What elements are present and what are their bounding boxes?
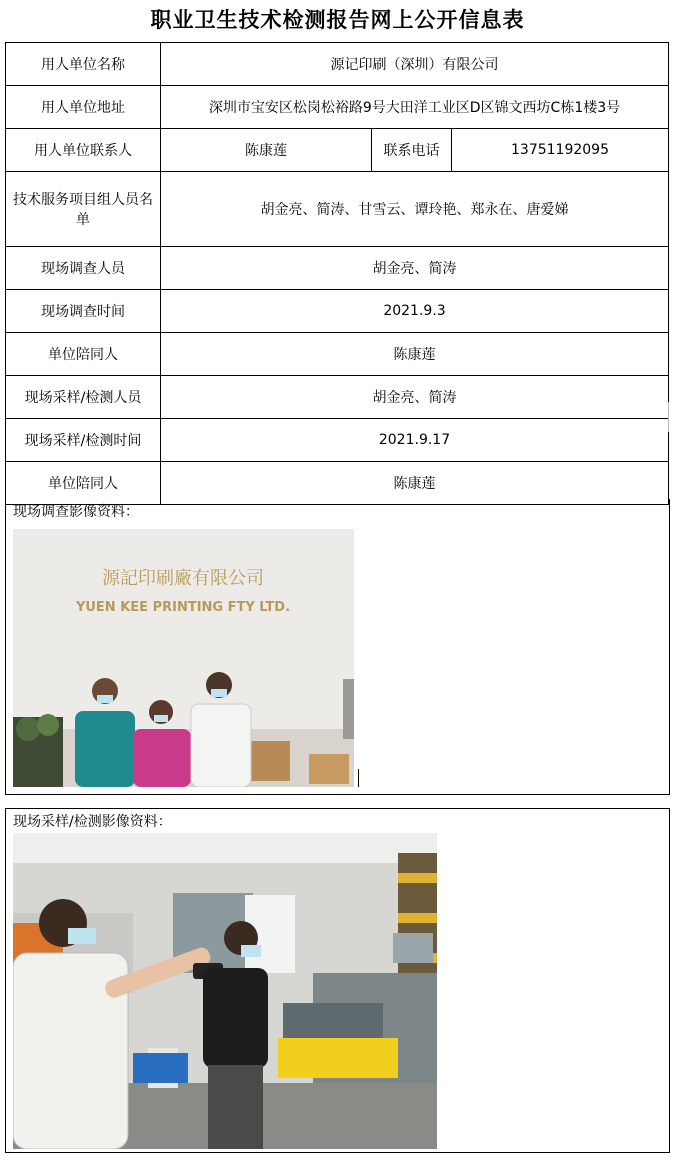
value-unit-name: 源记印刷（深圳）有限公司 <box>161 43 669 86</box>
row-unit-name <box>6 43 669 86</box>
sampling-photo <box>13 833 437 1149</box>
sign-english: YUEN KEE PRINTING FTY LTD. <box>75 600 291 615</box>
label-unit-address: 用人单位地址 <box>6 86 161 129</box>
row-survey-time <box>6 290 669 333</box>
value-sampling-staff: 胡金亮、简涛 <box>161 376 669 419</box>
value-survey-staff: 胡金亮、简涛 <box>161 247 669 290</box>
value-contact: 陈康莲 <box>161 129 372 172</box>
page-title: 职业卫生技术检测报告网上公开信息表 <box>150 7 525 32</box>
row-survey-staff <box>6 247 669 290</box>
label-phone: 联系电话 <box>372 129 452 172</box>
row-contact <box>6 129 669 172</box>
row-unit-address <box>6 86 669 129</box>
label-sampling-time: 现场采样/检测时间 <box>6 419 161 462</box>
label-contact: 用人单位联系人 <box>6 129 161 172</box>
survey-photo-caption: 现场调查影像资料： <box>13 504 139 520</box>
row-team <box>6 172 669 247</box>
row-sampling-time <box>6 419 669 462</box>
value-survey-time: 2021.9.3 <box>161 290 669 333</box>
value-phone: 13751192095 <box>452 129 669 172</box>
label-unit-name: 用人单位名称 <box>6 43 161 86</box>
label-survey-staff: 现场调查人员 <box>6 247 161 290</box>
label-survey-time: 现场调查时间 <box>6 290 161 333</box>
survey-photo-section <box>5 499 670 795</box>
value-sampling-escort: 陈康莲 <box>161 462 669 505</box>
row-sampling-staff <box>6 376 669 419</box>
page-edge-marker <box>668 402 675 432</box>
label-survey-escort: 单位陪同人 <box>6 333 161 376</box>
sampling-photo-caption: 现场采样/检测影像资料： <box>13 814 172 830</box>
sign-chinese: 源記印刷廠有限公司 <box>102 568 264 589</box>
label-team: 技术服务项目组人员名单 <box>6 172 161 247</box>
value-sampling-time: 2021.9.17 <box>161 419 669 462</box>
info-table <box>5 42 669 505</box>
sampling-photo-section <box>5 808 670 1153</box>
survey-photo <box>13 529 354 787</box>
value-team: 胡金亮、简涛、甘雪云、谭玲艳、郑永在、唐爱娣 <box>161 172 669 247</box>
value-unit-address: 深圳市宝安区松岗松裕路9号大田洋工业区D区锦文西坊C栋1楼3号 <box>161 86 669 129</box>
value-survey-escort: 陈康莲 <box>161 333 669 376</box>
label-sampling-staff: 现场采样/检测人员 <box>6 376 161 419</box>
label-sampling-escort: 单位陪同人 <box>6 462 161 505</box>
row-survey-escort <box>6 333 669 376</box>
text-cursor <box>358 769 359 787</box>
